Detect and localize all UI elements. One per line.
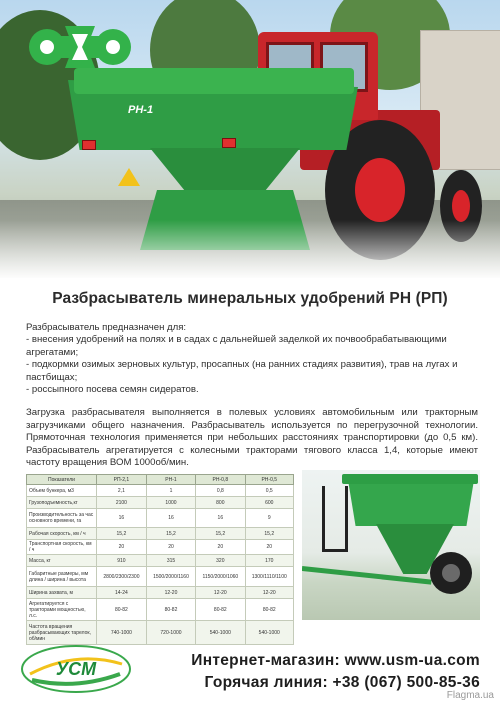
table-cell: 15,2 xyxy=(97,528,147,540)
table-cell: 16 xyxy=(196,509,245,528)
table-cell: Грузоподъемность,кг xyxy=(27,497,97,509)
spreader-cover xyxy=(342,474,478,484)
table-row xyxy=(27,555,294,567)
table-cell: Агрегатируется с тракторами мощностью, л.с. xyxy=(27,599,97,621)
table-cell: Производительность за час основного времени, га xyxy=(27,509,97,528)
table-header: РН-1 xyxy=(146,475,195,485)
spreader-wheel xyxy=(430,552,472,594)
model-label: PH-1 xyxy=(128,104,154,116)
table-cell: 16 xyxy=(97,509,147,528)
table-cell: Масса, кг xyxy=(27,555,97,567)
spreader-hopper xyxy=(348,480,474,526)
table-header: РН-0,5 xyxy=(245,475,294,485)
table-cell: 540-1000 xyxy=(245,621,294,645)
contact-block xyxy=(140,650,480,694)
table-cell: 12-20 xyxy=(196,587,245,599)
table-row xyxy=(27,599,294,621)
table-cell: 15,2 xyxy=(245,528,294,540)
table-cell: 12-20 xyxy=(245,587,294,599)
table-cell: Габаритные размеры, мм длина / ширина / высота xyxy=(27,567,97,587)
hotline-line: Горячая линия: +38 (067) 500-85-36 xyxy=(204,674,480,691)
table-cell: 2800/2300/2300 xyxy=(97,567,147,587)
table-cell: 15,2 xyxy=(196,528,245,540)
warning-sign-icon xyxy=(118,168,140,186)
table-cell: 720-1000 xyxy=(146,621,195,645)
table-cell: 16 xyxy=(146,509,195,528)
table-cell: 320 xyxy=(196,555,245,567)
brand-logo-icon xyxy=(25,22,135,72)
table-row xyxy=(27,621,294,645)
spec-table xyxy=(26,474,294,645)
description-bullet: - внесения удобрений на полях и в садах с дальнейшей заделкой их почвообрабатывающими агрегатами; xyxy=(26,334,447,358)
table-cell: Частота вращения разбрасывающих тарелок, об/мин xyxy=(27,621,97,645)
table-header: РП-2,1 xyxy=(97,475,147,485)
table-cell: Рабочая скорость, км / ч xyxy=(27,528,97,540)
description-bullet: - подкормки озимых зерновых культур, просапных (на ранних стадиях развития), трав на лугах и пастбищах; xyxy=(26,359,458,383)
table-cell: 170 xyxy=(245,555,294,567)
usm-logo-icon xyxy=(20,644,132,694)
spreader-photo xyxy=(302,470,480,620)
tail-light xyxy=(222,138,236,148)
hero-photo xyxy=(0,0,500,278)
table-cell: 1150/2000/1060 xyxy=(196,567,245,587)
table-cell: 540-1000 xyxy=(196,621,245,645)
table-cell: 80-82 xyxy=(196,599,245,621)
table-row xyxy=(27,497,294,509)
table-row xyxy=(27,540,294,555)
table-cell: 14-24 xyxy=(97,587,147,599)
table-cell: 2,1 xyxy=(97,485,147,497)
shop-line: Интернет-магазин: www.usm-ua.com xyxy=(191,652,480,669)
table-header: Показатели xyxy=(27,475,97,485)
table-cell: 1500/2000/1160 xyxy=(146,567,195,587)
table-cell: 9 xyxy=(245,509,294,528)
table-cell: 20 xyxy=(245,540,294,555)
table-cell: 315 xyxy=(146,555,195,567)
table-cell: 1000 xyxy=(146,497,195,509)
table-cell: 20 xyxy=(97,540,147,555)
table-header: РН-0,8 xyxy=(196,475,245,485)
table-row xyxy=(27,528,294,540)
table-header-row xyxy=(27,475,294,485)
usm-logo-text: УСМ xyxy=(55,659,97,679)
table-cell: 800 xyxy=(196,497,245,509)
table-cell: 2100 xyxy=(97,497,147,509)
description-intro: Разбрасыватель предназначен для: xyxy=(26,322,187,333)
table-cell: 0,5 xyxy=(245,485,294,497)
tail-light xyxy=(82,140,96,150)
table-cell: 910 xyxy=(97,555,147,567)
description xyxy=(26,322,478,469)
table-cell: Ширина захвата, м xyxy=(27,587,97,599)
table-cell: 600 xyxy=(245,497,294,509)
table-cell: 1300/1110/1100 xyxy=(245,567,294,587)
table-cell: 20 xyxy=(146,540,195,555)
table-cell: Транспортная скорость, км / ч xyxy=(27,540,97,555)
table-cell: 1 xyxy=(146,485,195,497)
table-cell: 740-1000 xyxy=(97,621,147,645)
hero-fade xyxy=(0,220,500,278)
table-cell: 0,8 xyxy=(196,485,245,497)
table-cell: 12-20 xyxy=(146,587,195,599)
table-row xyxy=(27,509,294,528)
table-cell: 80-82 xyxy=(146,599,195,621)
table-row xyxy=(27,587,294,599)
description-bullet: - россыпного посева семян сидератов. xyxy=(26,384,199,396)
watermark: Flagma.ua xyxy=(446,690,494,701)
table-row xyxy=(27,567,294,587)
table-cell: 80-82 xyxy=(245,599,294,621)
table-row xyxy=(27,485,294,497)
spreader-ladder xyxy=(322,486,348,552)
description-paragraph: Загрузка разбрасывателя выполняется в полевых условиях автомобильным или тракторным загрузчиками общего назначения. Разбрасыватель используется по перегрузочной технологии. Прямоточная технология применяется при небольших расстояниях транспортировки (до 0,5 км). Разбрасыватель агрегатируется с колесными тракторами тягового класса 1,4, которые имеют частоту вращения ВОМ 1000об/мин. xyxy=(26,407,478,469)
table-cell: 15,2 xyxy=(146,528,195,540)
page-title: Разбрасыватель минеральных удобрений РН (РП) xyxy=(52,290,448,307)
table-cell: 20 xyxy=(196,540,245,555)
table-cell: Объем бункера, м3 xyxy=(27,485,97,497)
table-cell: 80-82 xyxy=(97,599,147,621)
